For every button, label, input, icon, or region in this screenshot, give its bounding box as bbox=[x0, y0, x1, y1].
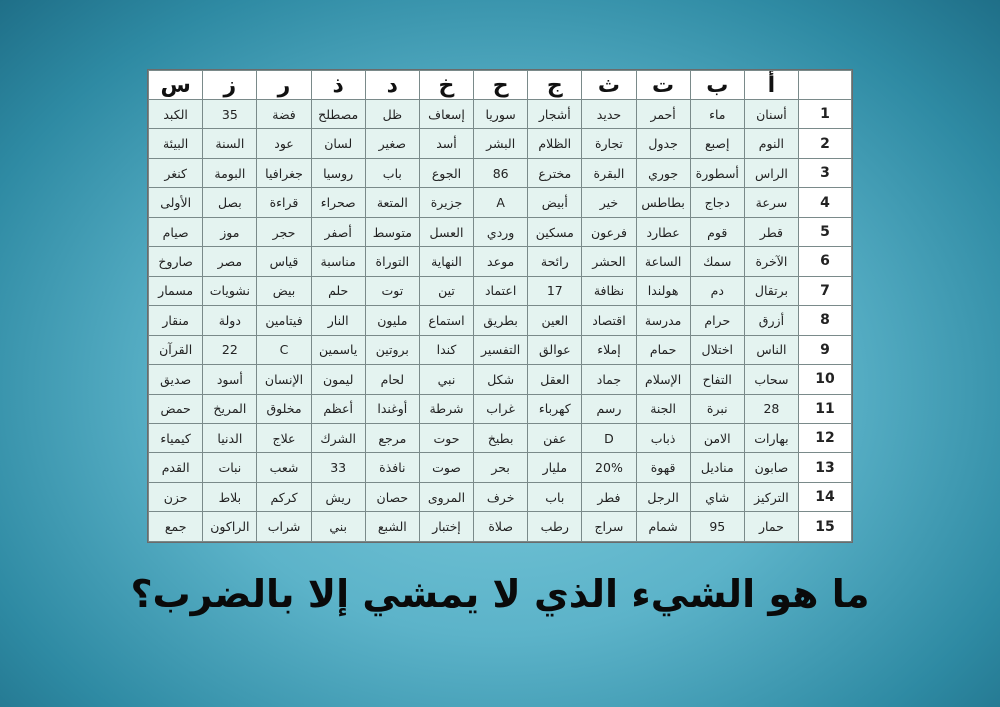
word-cell: أشجار bbox=[528, 100, 582, 129]
word-cell: حزن bbox=[149, 482, 203, 511]
word-cell: إختبار bbox=[419, 512, 473, 542]
row-number: 15 bbox=[799, 512, 852, 542]
word-cell: كنغر bbox=[149, 158, 203, 187]
word-cell: أحمر bbox=[636, 100, 690, 129]
word-cell: فطر bbox=[582, 482, 636, 511]
table-row bbox=[149, 482, 852, 511]
word-cell: الكبد bbox=[149, 100, 203, 129]
word-cell: التفاح bbox=[690, 365, 744, 394]
word-cell: سمك bbox=[690, 247, 744, 276]
word-cell: قهوة bbox=[636, 453, 690, 482]
word-cell: مليون bbox=[365, 306, 419, 335]
column-header: ج bbox=[528, 71, 582, 100]
word-cell: عود bbox=[257, 129, 311, 158]
corner-cell bbox=[799, 71, 852, 100]
word-cell: جغرافيا bbox=[257, 158, 311, 187]
word-cell: مخترع bbox=[528, 158, 582, 187]
word-cell: كندا bbox=[419, 335, 473, 364]
word-cell: متوسط bbox=[365, 217, 419, 246]
table-row bbox=[149, 217, 852, 246]
word-cell: تجارة bbox=[582, 129, 636, 158]
word-cell: قراءة bbox=[257, 188, 311, 217]
word-cell: الامن bbox=[690, 423, 744, 452]
word-cell: صديق bbox=[149, 365, 203, 394]
word-cell: شاي bbox=[690, 482, 744, 511]
word-cell: أبيض bbox=[528, 188, 582, 217]
word-cell: الجنة bbox=[636, 394, 690, 423]
word-cell: النوم bbox=[744, 129, 798, 158]
word-cell: مصر bbox=[203, 247, 257, 276]
word-cell: جزيرة bbox=[419, 188, 473, 217]
word-cell: المتعة bbox=[365, 188, 419, 217]
word-cell: أصفر bbox=[311, 217, 365, 246]
word-cell: أسنان bbox=[744, 100, 798, 129]
word-cell: الناس bbox=[744, 335, 798, 364]
word-cell: مدرسة bbox=[636, 306, 690, 335]
word-cell: اقتصاد bbox=[582, 306, 636, 335]
word-cell: غراب bbox=[474, 394, 528, 423]
word-cell: حصان bbox=[365, 482, 419, 511]
word-cell: تين bbox=[419, 276, 473, 305]
word-cell: 17 bbox=[528, 276, 582, 305]
word-cell: دم bbox=[690, 276, 744, 305]
word-cell: جوري bbox=[636, 158, 690, 187]
word-cell: مصطلح bbox=[311, 100, 365, 129]
table-row bbox=[149, 453, 852, 482]
word-cell: مناديل bbox=[690, 453, 744, 482]
row-number: 8 bbox=[799, 306, 852, 335]
word-cell: بيض bbox=[257, 276, 311, 305]
word-cell: باب bbox=[528, 482, 582, 511]
word-cell: صوت bbox=[419, 453, 473, 482]
row-number: 7 bbox=[799, 276, 852, 305]
word-cell: شعب bbox=[257, 453, 311, 482]
word-cell: أزرق bbox=[744, 306, 798, 335]
word-cell: الشبع bbox=[365, 512, 419, 542]
word-cell: ياسمين bbox=[311, 335, 365, 364]
word-cell: باب bbox=[365, 158, 419, 187]
word-cell: الأولى bbox=[149, 188, 203, 217]
word-cell: أوغندا bbox=[365, 394, 419, 423]
word-cell: هولندا bbox=[636, 276, 690, 305]
word-cell: عفن bbox=[528, 423, 582, 452]
column-header: د bbox=[365, 71, 419, 100]
word-cell: إملاء bbox=[582, 335, 636, 364]
word-cell: مرجع bbox=[365, 423, 419, 452]
word-cell: عطارد bbox=[636, 217, 690, 246]
word-cell: سرعة bbox=[744, 188, 798, 217]
word-cell: جمع bbox=[149, 512, 203, 542]
word-cell: حمار bbox=[744, 512, 798, 542]
word-cell: توت bbox=[365, 276, 419, 305]
word-cell: نبي bbox=[419, 365, 473, 394]
word-cell: دولة bbox=[203, 306, 257, 335]
column-header: س bbox=[149, 71, 203, 100]
word-cell: صابون bbox=[744, 453, 798, 482]
word-cell: القرآن bbox=[149, 335, 203, 364]
row-number: 13 bbox=[799, 453, 852, 482]
row-number: 10 bbox=[799, 365, 852, 394]
table-row bbox=[149, 423, 852, 452]
word-cell: السنة bbox=[203, 129, 257, 158]
word-cell: رسم bbox=[582, 394, 636, 423]
row-number: 3 bbox=[799, 158, 852, 187]
word-table bbox=[148, 70, 852, 542]
word-cell: أسد bbox=[419, 129, 473, 158]
word-cell: جماد bbox=[582, 365, 636, 394]
table-row bbox=[149, 306, 852, 335]
word-cell: فيتامين bbox=[257, 306, 311, 335]
word-cell: فضة bbox=[257, 100, 311, 129]
word-cell: دجاج bbox=[690, 188, 744, 217]
word-cell: شمام bbox=[636, 512, 690, 542]
word-cell: بهارات bbox=[744, 423, 798, 452]
word-cell: أسطورة bbox=[690, 158, 744, 187]
word-cell: حجر bbox=[257, 217, 311, 246]
word-cell: حلم bbox=[311, 276, 365, 305]
row-number: 9 bbox=[799, 335, 852, 364]
column-header: خ bbox=[419, 71, 473, 100]
word-cell: العقل bbox=[528, 365, 582, 394]
word-cell: شكل bbox=[474, 365, 528, 394]
word-cell: بلاط bbox=[203, 482, 257, 511]
word-cell: نافذة bbox=[365, 453, 419, 482]
word-cell: النار bbox=[311, 306, 365, 335]
word-cell: الظلام bbox=[528, 129, 582, 158]
word-cell: C bbox=[257, 335, 311, 364]
word-cell: مسكين bbox=[528, 217, 582, 246]
word-cell: قوم bbox=[690, 217, 744, 246]
word-cell: الساعة bbox=[636, 247, 690, 276]
word-cell: نبرة bbox=[690, 394, 744, 423]
word-cell: شرطة bbox=[419, 394, 473, 423]
word-cell: 28 bbox=[744, 394, 798, 423]
word-cell: لسان bbox=[311, 129, 365, 158]
word-cell: البيئة bbox=[149, 129, 203, 158]
word-cell: شراب bbox=[257, 512, 311, 542]
word-cell: الجوع bbox=[419, 158, 473, 187]
word-cell: الشرك bbox=[311, 423, 365, 452]
word-cell: حمض bbox=[149, 394, 203, 423]
word-cell: 33 bbox=[311, 453, 365, 482]
row-number: 4 bbox=[799, 188, 852, 217]
word-cell: سراج bbox=[582, 512, 636, 542]
word-cell: بني bbox=[311, 512, 365, 542]
word-cell: كهرباء bbox=[528, 394, 582, 423]
word-cell: بحر bbox=[474, 453, 528, 482]
table-row bbox=[149, 247, 852, 276]
word-cell: التفسير bbox=[474, 335, 528, 364]
table-row bbox=[149, 158, 852, 187]
word-cell: الحشر bbox=[582, 247, 636, 276]
word-cell: نبات bbox=[203, 453, 257, 482]
word-cell: ليمون bbox=[311, 365, 365, 394]
word-cell: فرعون bbox=[582, 217, 636, 246]
word-cell: 95 bbox=[690, 512, 744, 542]
word-cell: نشويات bbox=[203, 276, 257, 305]
word-cell: قطر bbox=[744, 217, 798, 246]
word-cell: 22 bbox=[203, 335, 257, 364]
row-number: 12 bbox=[799, 423, 852, 452]
word-cell: بطريق bbox=[474, 306, 528, 335]
word-cell: 35 bbox=[203, 100, 257, 129]
column-header: ر bbox=[257, 71, 311, 100]
word-cell: منقار bbox=[149, 306, 203, 335]
word-cell: رائحة bbox=[528, 247, 582, 276]
word-cell: البشر bbox=[474, 129, 528, 158]
word-cell: بروتين bbox=[365, 335, 419, 364]
column-header: ث bbox=[582, 71, 636, 100]
table-row bbox=[149, 188, 852, 217]
column-header: أ bbox=[744, 71, 798, 100]
word-cell: مخلوق bbox=[257, 394, 311, 423]
word-cell: 20% bbox=[582, 453, 636, 482]
word-cell: حديد bbox=[582, 100, 636, 129]
word-cell: أسود bbox=[203, 365, 257, 394]
riddle-question: ما هو الشيء الذي لا يمشي إلا بالضرب؟ bbox=[130, 572, 870, 616]
row-number: 1 bbox=[799, 100, 852, 129]
table-row bbox=[149, 365, 852, 394]
row-number: 2 bbox=[799, 129, 852, 158]
word-cell: لحام bbox=[365, 365, 419, 394]
word-cell: بصل bbox=[203, 188, 257, 217]
table-row bbox=[149, 394, 852, 423]
table-row bbox=[149, 276, 852, 305]
word-cell: ريش bbox=[311, 482, 365, 511]
column-header: ب bbox=[690, 71, 744, 100]
word-cell: ذباب bbox=[636, 423, 690, 452]
word-cell: حرام bbox=[690, 306, 744, 335]
word-cell: التوراة bbox=[365, 247, 419, 276]
row-number: 14 bbox=[799, 482, 852, 511]
word-cell: التركيز bbox=[744, 482, 798, 511]
word-cell: صاروخ bbox=[149, 247, 203, 276]
word-cell: البومة bbox=[203, 158, 257, 187]
word-cell: بطاطس bbox=[636, 188, 690, 217]
word-cell: موز bbox=[203, 217, 257, 246]
header-row bbox=[149, 71, 852, 100]
word-cell: حوت bbox=[419, 423, 473, 452]
word-cell: موعد bbox=[474, 247, 528, 276]
word-cell: العسل bbox=[419, 217, 473, 246]
row-number: 6 bbox=[799, 247, 852, 276]
word-cell: 86 bbox=[474, 158, 528, 187]
word-cell: الإنسان bbox=[257, 365, 311, 394]
word-cell: جدول bbox=[636, 129, 690, 158]
table-row bbox=[149, 129, 852, 158]
word-cell: برتقال bbox=[744, 276, 798, 305]
word-cell: صيام bbox=[149, 217, 203, 246]
word-cell: D bbox=[582, 423, 636, 452]
word-cell: استماع bbox=[419, 306, 473, 335]
word-cell: صلاة bbox=[474, 512, 528, 542]
word-cell: مليار bbox=[528, 453, 582, 482]
word-cell: الراس bbox=[744, 158, 798, 187]
word-cell: صغير bbox=[365, 129, 419, 158]
word-grid bbox=[148, 70, 852, 542]
word-cell: كيمياء bbox=[149, 423, 203, 452]
word-cell: اعتماد bbox=[474, 276, 528, 305]
word-cell: روسيا bbox=[311, 158, 365, 187]
word-cell: البقرة bbox=[582, 158, 636, 187]
word-cell: وردي bbox=[474, 217, 528, 246]
word-cell: كركم bbox=[257, 482, 311, 511]
word-cell: إصبع bbox=[690, 129, 744, 158]
word-cell: العين bbox=[528, 306, 582, 335]
word-cell: خير bbox=[582, 188, 636, 217]
word-cell: مناسبة bbox=[311, 247, 365, 276]
grid-body bbox=[149, 100, 852, 542]
word-cell: أعظم bbox=[311, 394, 365, 423]
word-cell: ماء bbox=[690, 100, 744, 129]
word-cell: ظل bbox=[365, 100, 419, 129]
word-cell: A bbox=[474, 188, 528, 217]
word-cell: نظافة bbox=[582, 276, 636, 305]
word-cell: المروى bbox=[419, 482, 473, 511]
word-cell: الراكون bbox=[203, 512, 257, 542]
row-number: 11 bbox=[799, 394, 852, 423]
word-cell: سحاب bbox=[744, 365, 798, 394]
column-header: ذ bbox=[311, 71, 365, 100]
word-cell: الرجل bbox=[636, 482, 690, 511]
word-cell: خرف bbox=[474, 482, 528, 511]
word-cell: المريخ bbox=[203, 394, 257, 423]
table-row bbox=[149, 512, 852, 542]
word-cell: النهاية bbox=[419, 247, 473, 276]
word-cell: علاج bbox=[257, 423, 311, 452]
word-cell: بطيخ bbox=[474, 423, 528, 452]
word-cell: رطب bbox=[528, 512, 582, 542]
word-cell: صحراء bbox=[311, 188, 365, 217]
column-header: ت bbox=[636, 71, 690, 100]
word-cell: الدنيا bbox=[203, 423, 257, 452]
column-header: ح bbox=[474, 71, 528, 100]
word-cell: مسمار bbox=[149, 276, 203, 305]
word-cell: حمام bbox=[636, 335, 690, 364]
word-cell: الآخرة bbox=[744, 247, 798, 276]
table-row bbox=[149, 100, 852, 129]
word-cell: عوالق bbox=[528, 335, 582, 364]
word-cell: الإسلام bbox=[636, 365, 690, 394]
word-cell: القدم bbox=[149, 453, 203, 482]
word-cell: سوريا bbox=[474, 100, 528, 129]
word-cell: إسعاف bbox=[419, 100, 473, 129]
row-number: 5 bbox=[799, 217, 852, 246]
table-row bbox=[149, 335, 852, 364]
word-cell: قياس bbox=[257, 247, 311, 276]
column-header: ز bbox=[203, 71, 257, 100]
word-cell: اختلال bbox=[690, 335, 744, 364]
